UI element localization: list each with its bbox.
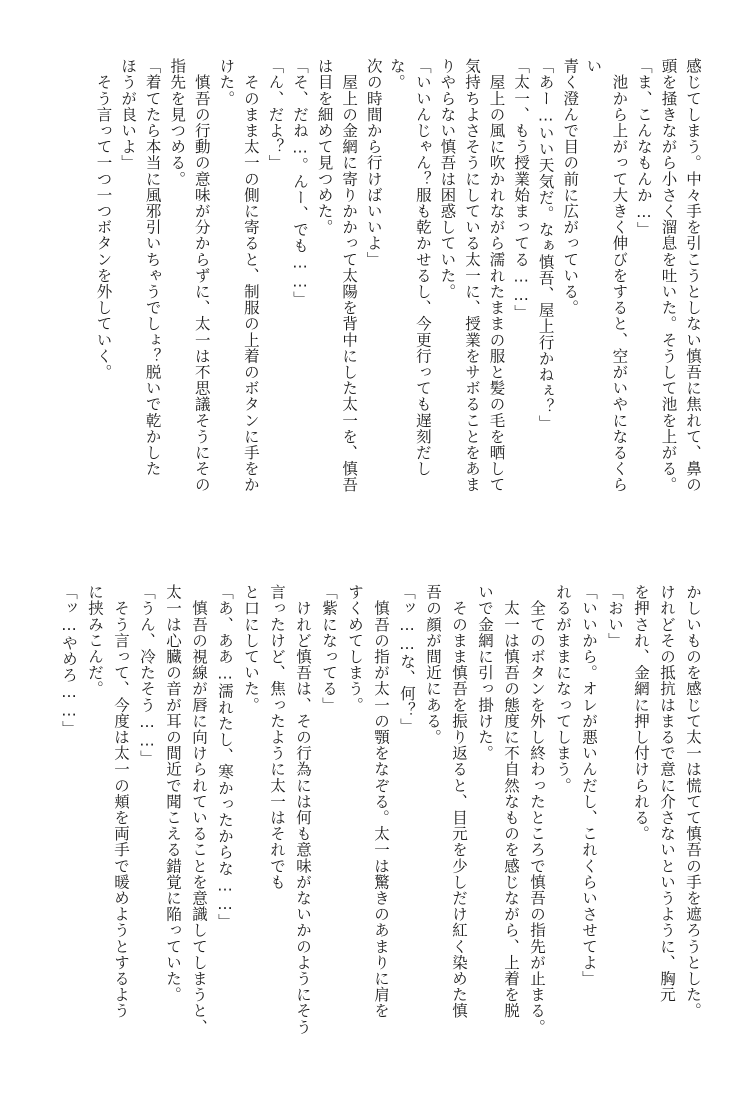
text-column: 「太一、もう授業始まってる……」 — [512, 58, 531, 321]
text-column: 「おい」 — [606, 584, 624, 649]
text-column: かしいものを感じて太一は慌てて慎吾の手を遮ろうとした。 — [684, 584, 702, 1019]
text-column: 吾の顔が間近にある。 — [424, 584, 442, 745]
lower-right-text-block — [40, 584, 706, 1042]
text-column: 次の時間から行けばいいよ」 — [364, 58, 383, 268]
text-column: けれど慎吾は、その行為には何も意味がないかのようにそう — [294, 584, 312, 1035]
text-column: 言ったけど、焦ったように太一はそれでも — [268, 584, 286, 890]
text-column: 屋上の金網に寄りかかって太陽を背中にした太一を、慎吾 — [340, 58, 359, 493]
text-column: と口にしていた。 — [242, 584, 260, 713]
text-column: 「ッ…やめろ……」 — [60, 584, 78, 737]
text-column: は目を細めて見つめた。 — [315, 58, 334, 236]
text-column: そのまま太一の側に寄ると、制服の上着のボタンに手をか — [241, 58, 260, 493]
text-column: けた。 — [217, 58, 236, 107]
text-column: 「そ、だね…。んー、でも……」 — [291, 58, 309, 307]
text-column: 太一は慎吾の態度に不自然なものを感じながら、上着を脱 — [502, 584, 520, 1019]
text-column: 気持ちよさそうにしている太一に、授業をサボることをあま — [462, 58, 481, 493]
text-column: に挟みこんだ。 — [86, 584, 104, 697]
text-column: 全てのボタンを外し終わったところで慎吾の指先が止まる。 — [528, 584, 546, 1035]
text-column: 「ッ……な、何？」 — [398, 584, 416, 734]
text-column: りやらない慎吾は困惑していた。 — [438, 58, 457, 300]
text-column: 「あ、ああ…濡れたし、寒かったからな……」 — [216, 584, 234, 930]
text-column: 慎吾の行動の意味が分からずに、太一は不思議そうにその — [192, 58, 211, 493]
text-column: 屋上の風に吹かれながら濡れたままの服と髪の毛を晒して — [487, 58, 506, 493]
text-column: 感じてしまう。中々手を引こうとしない慎吾に焦れて、鼻の — [684, 58, 702, 493]
text-column: ほうが良いよ」 — [119, 58, 138, 171]
text-column: 「ま、こんなもんか…」 — [634, 58, 653, 238]
text-column: を押され、金網に押し付けられる。 — [632, 584, 650, 842]
text-column: れるがままになってしまう。 — [554, 584, 572, 794]
text-column: 「あー…いい天気だ。なぁ慎吾、屋上行かねぇ？」 — [536, 58, 555, 431]
text-column: 頭を掻きながら小さく溜息を吐いた。そうして池を上がる。 — [659, 58, 678, 493]
text-column: そう言って、今度は太一の頬を両手で暖めようとするよう — [112, 584, 130, 1019]
text-column: 「ん、だよ？」 — [266, 58, 285, 171]
text-column: 青く澄んで目の前に広がっている。 — [561, 58, 580, 316]
text-column: 慎吾の指が太一の顎をなぞる。太一は驚きのあまりに肩を — [372, 584, 390, 1019]
text-column: そのまま慎吾を振り返ると、目元を少しだけ紅く染めた慎 — [450, 584, 468, 1019]
text-column: 「うん、冷たそう……」 — [138, 584, 156, 767]
text-column: 指先を見つめる。 — [168, 58, 187, 187]
text-column: 太一は心臓の音が耳の間近で聞こえる錯覚に陥っていた。 — [164, 584, 182, 1003]
text-column: 池から上がって大きく伸びをすると、空がいやになるくらい — [584, 58, 629, 493]
text-column: 「いいから。オレが悪いんだし、これくらいさせてよ」 — [580, 584, 598, 987]
text-column: そう言って一つ一つボタンを外していく。 — [94, 58, 113, 380]
text-column: 「紫になってる」 — [320, 584, 338, 713]
text-column: 慎吾の視線が唇に向けられていることを意識してしまうと、 — [190, 584, 208, 1035]
text-column: 「着てたら本当に風邪引いちゃうでしょ？脱いで乾かした — [143, 58, 162, 477]
text-column: 「いいんじゃん？服も乾かせるし、今更行っても遅刻だしな。 — [387, 58, 432, 477]
upper-right-text-block — [92, 58, 706, 503]
text-column: けれどその抵抗はまるで意に介さないというように、胸元 — [658, 584, 676, 1003]
text-column: いで金網に引っ掛けた。 — [476, 584, 494, 762]
text-column: すくめてしまう。 — [346, 584, 364, 713]
